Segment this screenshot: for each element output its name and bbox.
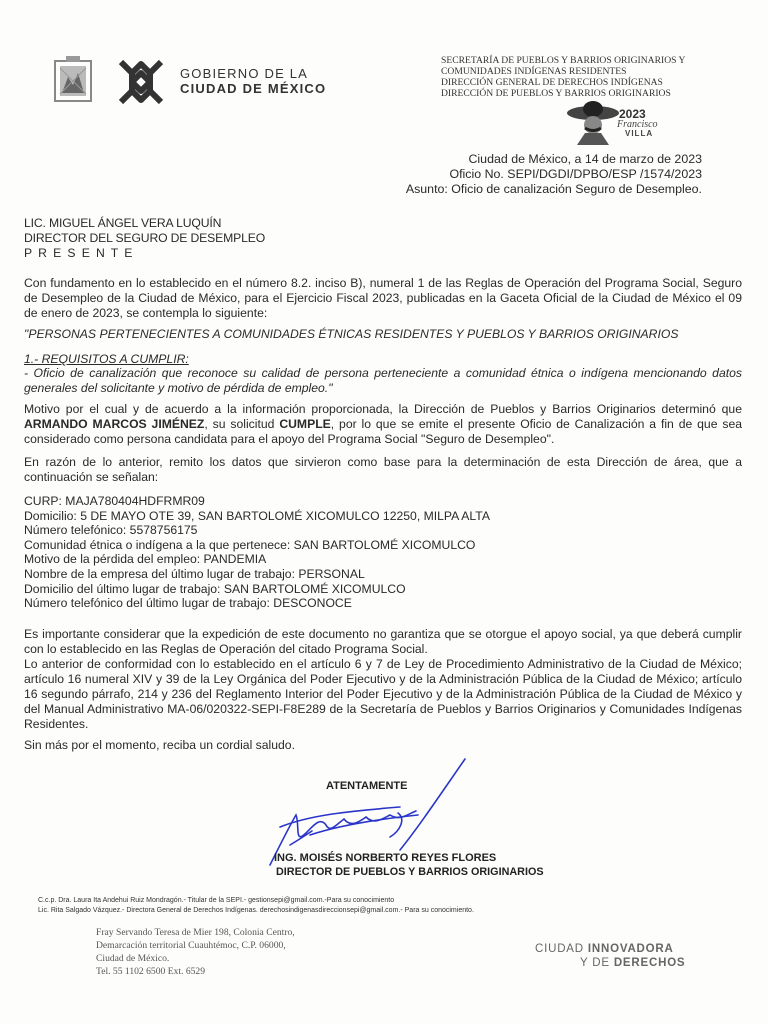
- closing: Sin más por el momento, reciba un cordial saludo.: [24, 738, 295, 752]
- cc-line: Lic. Rita Salgado Vázquez.- Directora General de Derechos Indígenas. derechosindigenasdireccionsepi@gmail.com.- Para su conocimiento.: [38, 907, 474, 914]
- paragraph-importante: Es importante considerar que la expedición de este documento no garantiza que se otorgue el apoyo social, ya que deberá cumplir con lo establecido en las Reglas de Operación del citado Programa Social.: [24, 627, 742, 656]
- slogan-line-2: [535, 956, 685, 970]
- address-line: Tel. 55 1102 6500 Ext. 6529: [96, 966, 206, 977]
- paragraph-fundamento: Con fundamento en lo establecido en el número 8.2. inciso B), numeral 1 de las Reglas de Operación del Programa Social, Seguro de Desempleo de la Ciudad de México, para el Ejercicio Fiscal 2023, publicadas en la Gaceta Oficial de la Ciudad de México el 09 de enero de 2023, se contempla lo siguiente:: [24, 276, 742, 320]
- field-telefono-trabajo: Número telefónico del último lugar de trabajo: DESCONOCE: [24, 596, 352, 611]
- requirements-text: - Oficio de canalización que reconoce su calidad de persona perteneciente a comunidad étnica o indígena mencionando datos generales del solicitante y motivo de pérdida de empleo.": [24, 366, 742, 395]
- para2-text-c: , por lo que se emite el presente Oficio de Canalización a fin de que sea considerado como persona candidata para el apoyo del Programa Social "Seguro de Desempleo".: [24, 417, 742, 446]
- address-line: Demarcación territorial Cuauhtémoc, C.P. 06000,: [96, 940, 286, 951]
- emblem-year: 2023: [619, 107, 646, 121]
- address-line: Fray Servando Teresa de Mier 198, Colonia Centro,: [96, 927, 295, 938]
- field-domicilio: Domicilio: 5 DE MAYO OTE 39, SAN BARTOLOMÉ XICOMULCO 12250, MILPA ALTA: [24, 508, 490, 523]
- cdmx-logo-icon: [112, 53, 170, 111]
- oficio-number: Oficio No. SEPI/DGDI/DPBO/ESP /1574/2023: [449, 167, 702, 181]
- paragraph-razon: En razón de lo anterior, remito los datos que sirvieron como base para la determinación de esta Dirección de área, que a continuación se señalan:: [24, 455, 742, 484]
- paragraph-motivo: [24, 402, 742, 447]
- presente: P R E S E N T E: [24, 246, 134, 260]
- field-comunidad: Comunidad étnica o indígena a la que pertenece: SAN BARTOLOMÉ XICOMULCO: [24, 537, 476, 552]
- secretaria-line: SECRETARÍA DE PUEBLOS Y BARRIOS ORIGINARIOS Y: [441, 55, 686, 66]
- recipient-title: DIRECTOR DEL SEGURO DE DESEMPLEO: [24, 231, 266, 245]
- cc-line: C.c.p. Dra. Laura Ita Andehui Ruiz Mondragón.- Titular de la SEPI.- gestionsepi@gmail.com.-Para su conocimiento: [38, 897, 395, 904]
- villa-portrait-icon: [565, 99, 621, 145]
- emblem-line-1: Francisco: [617, 119, 658, 130]
- recipient-name: LIC. MIGUEL ÁNGEL VERA LUQUÍN: [24, 216, 222, 230]
- slogan-part: CIUDAD: [535, 943, 588, 955]
- para2-text-a: Motivo por el cual y de acuerdo a la información proporcionada, la Dirección de Pueblos y Barrios Originarios determinó que: [24, 402, 742, 416]
- place-date: Ciudad de México, a 14 de marzo de 2023: [468, 152, 702, 166]
- paragraph-conformidad: Lo anterior de conformidad con lo establecido en el artículo 6 y 7 de Ley de Procedimiento Administrativo de la Ciudad de México; artículo 16 numeral XIV y 39 de la Ley Orgánica del Poder Ejecutivo y de la Administración Pública de la Ciudad de México; artículo 16 segundo párrafo, 214 y 236 del Reglamento Interior del Poder Ejecutivo y de la Administración Pública de la Ciudad de México y del Manual Administrativo MA-06/020322-SEPI-F8E289 de la Secretaría de Pueblos y Barrios Originarios y Comunidades Indígenas Residentes.: [24, 657, 742, 731]
- atentamente: ATENTAMENTE: [326, 780, 408, 792]
- cumple-label: CUMPLE: [279, 417, 331, 431]
- slogan-part: Y DE: [580, 957, 614, 969]
- footer-address: [96, 926, 295, 978]
- secretaria-line: DIRECCIÓN DE PUEBLOS Y BARRIOS ORIGINARIOS: [441, 88, 671, 99]
- slogan-bold: INNOVADORA: [587, 943, 674, 955]
- logo-line-1: GOBIERNO DE LA: [180, 66, 309, 81]
- secretaria-block: [441, 55, 685, 99]
- logo-line-2: CIUDAD DE MÉXICO: [180, 81, 327, 96]
- field-telefono: Número telefónico: 5578756175: [24, 523, 198, 538]
- applicant-name: ARMANDO MARCOS JIMÉNEZ: [24, 417, 205, 431]
- logo-text: [180, 66, 326, 96]
- emblem-line-2: VILLA: [625, 129, 654, 138]
- coat-of-arms-icon: [52, 55, 94, 107]
- footer-slogan: [535, 942, 685, 970]
- slogan-bold: DERECHOS: [613, 957, 686, 969]
- para2-text-b: , su solicitud: [204, 417, 280, 431]
- address-line: Ciudad de México.: [96, 953, 170, 964]
- field-empresa: Nombre de la empresa del último lugar de trabajo: PERSONAL: [24, 567, 365, 581]
- villa-emblem: [565, 99, 695, 145]
- signer-name: ING. MOISÉS NORBERTO REYES FLORES: [274, 852, 497, 864]
- secretaria-line: DIRECCIÓN GENERAL DE DERECHOS INDÍGENAS: [441, 77, 663, 88]
- signer-title: DIRECTOR DE PUEBLOS Y BARRIOS ORIGINARIOS: [276, 866, 544, 878]
- field-curp: CURP: MAJA780404HDFRMR09: [24, 494, 205, 508]
- quote-title: "PERSONAS PERTENECIENTES A COMUNIDADES ÉTNICAS RESIDENTES Y PUEBLOS Y BARRIOS ORIGINARIOS: [24, 327, 679, 341]
- field-motivo: Motivo de la pérdida del empleo: PANDEMIA: [24, 552, 267, 567]
- slogan-line-1: [535, 942, 685, 956]
- asunto: Asunto: Oficio de canalización Seguro de Desempleo.: [405, 182, 702, 196]
- secretaria-line: COMUNIDADES INDÍGENAS RESIDENTES: [441, 66, 627, 77]
- field-domicilio-trabajo: Domicilio del último lugar de trabajo: SAN BARTOLOMÉ XICOMULCO: [24, 581, 406, 596]
- requirements-title: 1.- REQUISITOS A CUMPLIR:: [24, 352, 189, 366]
